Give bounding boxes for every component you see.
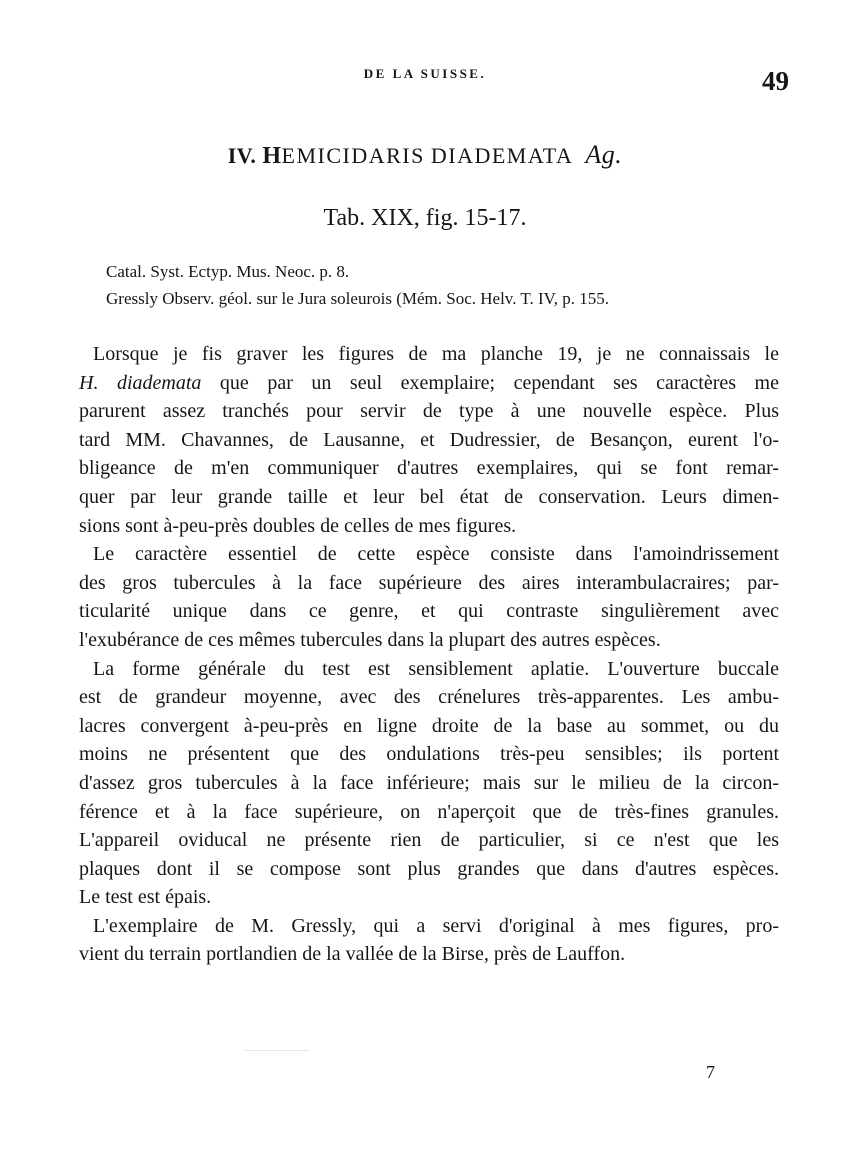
plate-reference: Tab. XIX, fig. 15-17. bbox=[323, 205, 527, 231]
print-speckle bbox=[244, 1050, 309, 1052]
text-line: Lorsque je fis graver les figures de ma planche 19, je ne connaissais le bbox=[93, 343, 779, 365]
bibliographic-references bbox=[106, 258, 786, 312]
text-line: tard MM. Chavannes, de Lausanne, et Dudressier, de Besançon, eurent l'o- bbox=[79, 428, 779, 451]
text-line: est de grandeur moyenne, avec des crénelures très-apparentes. Les ambu- bbox=[79, 686, 779, 709]
text-line: L'exemplaire de M. Gressly, qui a servi d'original à mes figures, pro- bbox=[93, 914, 779, 937]
text-line: H. diademata que par un seul exemplaire; cependant ses caractères me bbox=[79, 371, 779, 394]
text-line: moins ne présentent que des ondulations très-peu sensibles; ils portent bbox=[79, 743, 779, 766]
species-name: DIADEMATA bbox=[430, 143, 574, 168]
text-line: quer par leur grande taille et leur bel état de conservation. Leurs dimen- bbox=[79, 485, 779, 508]
text-line: L'appareil oviducal ne présente rien de particulier, si ce n'est que les bbox=[79, 829, 779, 852]
text-line: ticularité unique dans ce genre, et qui contraste singulièrement avec bbox=[79, 600, 779, 623]
text-line: La forme générale du test est sensiblement aplatie. L'ouverture buccale bbox=[93, 657, 779, 680]
running-head: DE LA SUISSE. bbox=[363, 66, 487, 81]
text-line: parurent assez tranchés pour servir de type à une nouvelle espèce. Plus bbox=[79, 400, 779, 423]
text-line: sions sont à-peu-près doubles de celles de mes figures. bbox=[79, 514, 517, 537]
page-number: 49 bbox=[762, 66, 789, 96]
reference-line: Gressly Observ. géol. sur le Jura soleurois (Mém. Soc. Helv. T. IV, p. 155. bbox=[106, 289, 610, 308]
paragraph bbox=[79, 912, 779, 969]
paragraph bbox=[79, 540, 779, 654]
text-line: Le test est épais. bbox=[79, 886, 212, 909]
text-line: bligeance de m'en communiquer d'autres exemplaires, qui se font remar- bbox=[79, 457, 779, 480]
text-line: plaques dont il se compose sont plus grandes que dans d'autres espèces. bbox=[79, 857, 779, 880]
reference-line: Catal. Syst. Ectyp. Mus. Neoc. p. 8. bbox=[106, 262, 350, 281]
text-line: l'exubérance de ces mêmes tubercules dans la plupart des autres espèces. bbox=[79, 628, 661, 651]
paragraph bbox=[79, 655, 779, 912]
text-line: Le caractère essentiel de cette espèce consiste dans l'amoindrissement bbox=[93, 543, 779, 566]
paragraph bbox=[79, 340, 779, 540]
text-line: des gros tubercules à la face supérieure des aires interambulacraires; par- bbox=[79, 571, 779, 594]
species-author: Ag. bbox=[585, 140, 623, 169]
signature-mark: 7 bbox=[706, 1062, 715, 1082]
text-line: lacres convergent à-peu-près en ligne droite de la base au sommet, ou du bbox=[79, 714, 779, 737]
species-number: IV. bbox=[227, 143, 257, 168]
genus-name: EMICIDARIS bbox=[281, 143, 425, 168]
description-text bbox=[79, 340, 779, 969]
text-line: vient du terrain portlandien de la vallée de la Birse, près de Lauffon. bbox=[79, 943, 626, 966]
species-title bbox=[0, 140, 850, 170]
genus-initial: H bbox=[262, 143, 282, 169]
text-line: d'assez gros tubercules à la face inférieure; mais sur le milieu de la circon- bbox=[79, 771, 779, 794]
text-line: férence et à la face supérieure, on n'aperçoit que de très-fines granules. bbox=[79, 800, 779, 823]
